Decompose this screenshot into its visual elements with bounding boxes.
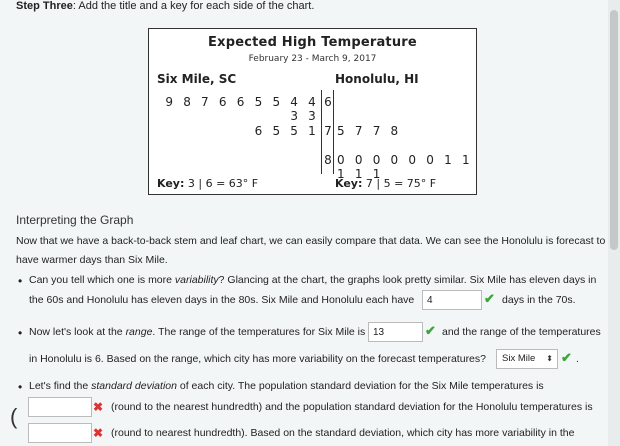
- step-text: : Add the title and a key for each side of the chart.: [72, 0, 315, 12]
- step-label: Step Three: [16, 0, 73, 12]
- q3-line1: Let's find the standard deviation of each city. The population standard deviation for the Six Mile temperatures is: [29, 380, 544, 392]
- six-mile-stddev-input[interactable]: [28, 397, 92, 417]
- x-icon: ✖: [93, 426, 104, 440]
- right-key: [335, 177, 436, 190]
- key-text: 7 | 5 = 75° F: [362, 177, 437, 190]
- x-icon: ✖: [93, 400, 104, 414]
- right-leaves-row: 0 0 0 0 0 0 1 1 1 1 1: [337, 153, 473, 181]
- bullet: •: [18, 274, 23, 288]
- q2-period: .: [576, 353, 579, 365]
- q2-line1: Now let's look at the range. The range of the temperatures for Six Mile is: [29, 326, 366, 338]
- key-label: Key:: [335, 177, 363, 190]
- q1-line1: Can you tell which one is more variability? Glancing at the chart, the graphs look pretty similar. Six Mile has eleven days in: [29, 274, 597, 286]
- left-city-header: Six Mile, SC: [157, 72, 237, 86]
- six-mile-range-input[interactable]: 13: [368, 322, 423, 342]
- stem-divider-left: [321, 90, 322, 174]
- variability-range-select[interactable]: [496, 349, 558, 369]
- key-text: 3 | 6 = 63° F: [184, 177, 259, 190]
- select-arrow-icon: ⬍: [546, 354, 553, 363]
- bullet: •: [18, 380, 23, 394]
- left-leaves-row: 9 8 7 6 6 5 5 4 4 3 3: [165, 95, 319, 123]
- scrollbar-thumb[interactable]: [610, 10, 618, 250]
- stem-leaf-chart: [148, 28, 477, 195]
- q3-line2: (round to the nearest hundredth) and the population standard deviation for the Honolulu temperatures is: [111, 401, 593, 413]
- bullet: •: [18, 326, 23, 340]
- vertical-scrollbar[interactable]: [608, 0, 620, 446]
- stem-value: 7: [324, 124, 332, 138]
- honolulu-stddev-input[interactable]: [28, 423, 92, 443]
- q3-line3: (round to nearest hundredth). Based on the standard deviation, which city has more variability in the: [111, 427, 575, 439]
- left-leaves-row: 6 5 5 1: [254, 124, 319, 138]
- chart-subtitle: February 23 - March 9, 2017: [248, 54, 377, 64]
- key-label: Key:: [157, 177, 185, 190]
- check-icon: ✔: [561, 350, 572, 365]
- stem-divider-right: [333, 90, 334, 174]
- q1-line2: the 60s and Honolulu has eleven days in the 80s. Six Mile and Honolulu each have: [29, 294, 415, 306]
- check-icon: ✔: [484, 291, 495, 306]
- check-icon: ✔: [425, 323, 436, 338]
- stem-value: 6: [324, 95, 332, 109]
- left-key: [157, 177, 258, 190]
- section-heading: Interpreting the Graph: [16, 213, 134, 227]
- q1-line2-end: days in the 70s.: [502, 294, 576, 306]
- q2-line2: in Honolulu is 6. Based on the range, which city has more variability on the forecast temperatures?: [29, 353, 486, 365]
- right-leaves-row: 5 7 7 8: [337, 124, 402, 138]
- paren-mark: (: [10, 404, 18, 429]
- days-in-70s-input[interactable]: 4: [422, 290, 482, 310]
- select-value: Six Mile: [502, 353, 536, 364]
- q2-line1-end: and the range of the temperatures: [442, 326, 601, 338]
- intro-paragraph: Now that we have a back-to-back stem and leaf chart, we can easily compare that data. We can see the Honolulu is forecast to have warmer days than Six Mile.: [16, 235, 606, 266]
- chart-title: Expected High Temperature: [208, 35, 417, 50]
- step-instruction: [16, 0, 314, 12]
- stem-value: 8: [324, 153, 332, 167]
- right-city-header: Honolulu, HI: [335, 72, 419, 86]
